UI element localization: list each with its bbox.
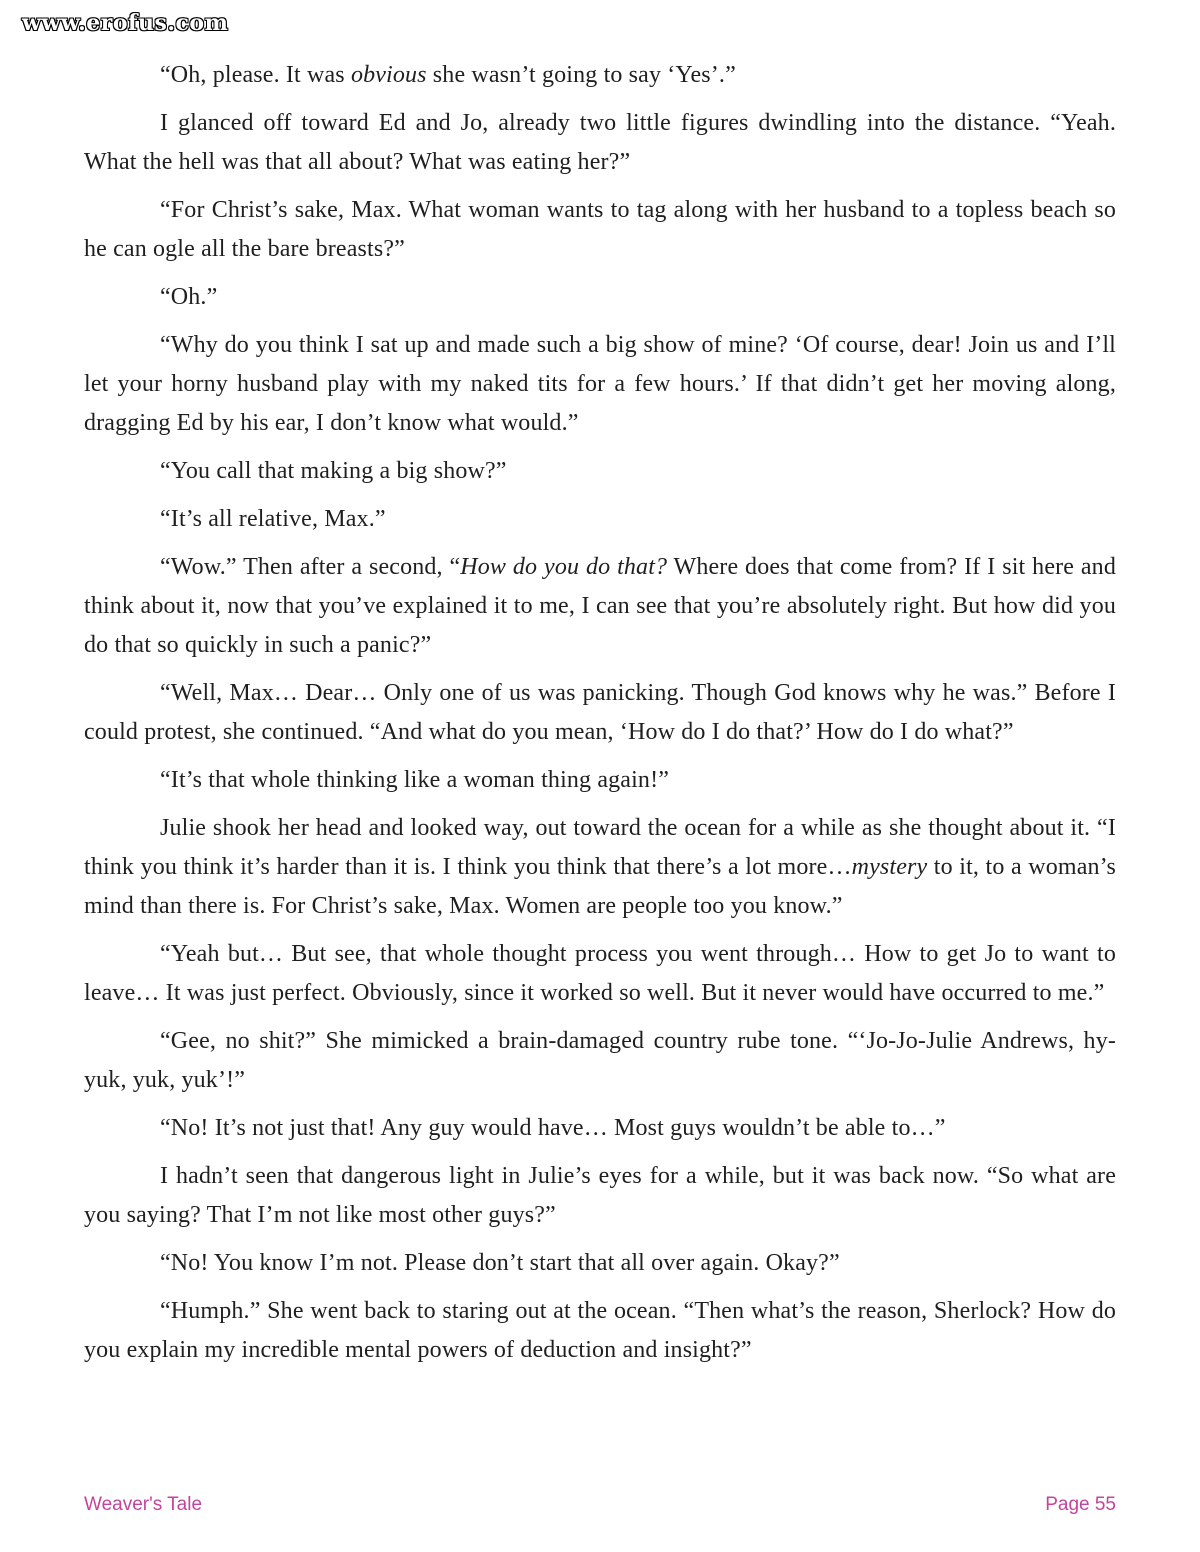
text-run: “Wow.” Then after a second, “ <box>160 554 461 580</box>
text-run: I glanced off toward Ed and Jo, already two little figures dwindling into the distance. “Yeah. What the hell was that all about? What was eating her?” <box>84 110 1116 175</box>
paragraph <box>84 278 1116 317</box>
text-run: “It’s all relative, Max.” <box>160 506 386 532</box>
page-footer <box>84 1494 1116 1520</box>
paragraph <box>84 1022 1116 1100</box>
text-run: I hadn’t seen that dangerous light in Julie’s eyes for a while, but it was back now. “So what are you saying? That I’m not like most other guys?” <box>84 1163 1116 1228</box>
watermark: www.erofus.com <box>22 10 229 36</box>
paragraph <box>84 761 1116 800</box>
text-run: “Oh.” <box>160 284 218 310</box>
text-run: “Oh, please. It was <box>160 62 351 88</box>
paragraph <box>84 56 1116 95</box>
book-title: Weaver's Tale <box>84 1494 203 1515</box>
text-run: “It’s that whole thinking like a woman thing again!” <box>160 767 670 793</box>
paragraph <box>84 809 1116 926</box>
paragraph <box>84 1292 1116 1370</box>
text-run: “Yeah but… But see, that whole thought process you went through… How to get Jo to want to leave… It was just perfect. Obviously, since it worked so well. But it never would have occurred to me.” <box>84 941 1116 1006</box>
text-run: “Why do you think I sat up and made such a big show of mine? ‘Of course, dear! Join us and I’ll let your horny husband play with my naked tits for a few hours.’ If that didn’t get her moving along, dragging Ed by his ear, I don’t know what would.” <box>84 332 1116 436</box>
text-run: “No! It’s not just that! Any guy would have… Most guys wouldn’t be able to…” <box>160 1115 946 1141</box>
text-run: “You call that making a big show?” <box>160 458 507 484</box>
text-run: to it, to a woman’s mind than there is. For Christ’s sake, Max. Women are people too you know.” <box>84 854 1116 919</box>
paragraph <box>84 1244 1116 1283</box>
page-number: Page 55 <box>1045 1494 1116 1515</box>
paragraph <box>84 191 1116 269</box>
text-run: Julie shook her head and looked way, out toward the ocean for a while as she thought about it. “I think you think it’s harder than it is. I think you think that there’s a lot more… <box>84 815 1116 880</box>
text-run: “No! You know I’m not. Please don’t start that all over again. Okay?” <box>160 1250 840 1276</box>
paragraph <box>84 326 1116 443</box>
italic-text: mystery <box>851 854 928 880</box>
paragraph <box>84 500 1116 539</box>
paragraph <box>84 548 1116 665</box>
paragraph <box>84 674 1116 752</box>
text-run: “For Christ’s sake, Max. What woman wants to tag along with her husband to a topless beach so he can ogle all the bare breasts?” <box>84 197 1116 262</box>
italic-text: How do you do that? <box>460 554 668 580</box>
italic-text: obvious <box>350 62 427 88</box>
text-run: Where does that come from? If I sit here and think about it, now that you’ve explained it to me, I can see that you’re absolutely right. But how did you do that so quickly in such a panic?” <box>84 554 1116 658</box>
paragraph <box>84 104 1116 182</box>
paragraph <box>84 452 1116 491</box>
text-run: “Well, Max… Dear… Only one of us was panicking. Though God knows why he was.” Before I could protest, she continued. “And what do you mean, ‘How do I do that?’ How do I do what?” <box>84 680 1116 745</box>
text-run: she wasn’t going to say ‘Yes’.” <box>426 62 736 88</box>
body-text <box>84 56 1116 1379</box>
paragraph <box>84 1157 1116 1235</box>
paragraph <box>84 935 1116 1013</box>
paragraph <box>84 1109 1116 1148</box>
text-run: “Humph.” She went back to staring out at the ocean. “Then what’s the reason, Sherlock? How do you explain my incredible mental powers of deduction and insight?” <box>84 1298 1116 1363</box>
text-run: “Gee, no shit?” She mimicked a brain-damaged country rube tone. “‘Jo-Jo-Julie Andrews, hy-yuk, yuk, yuk’!” <box>84 1028 1116 1093</box>
